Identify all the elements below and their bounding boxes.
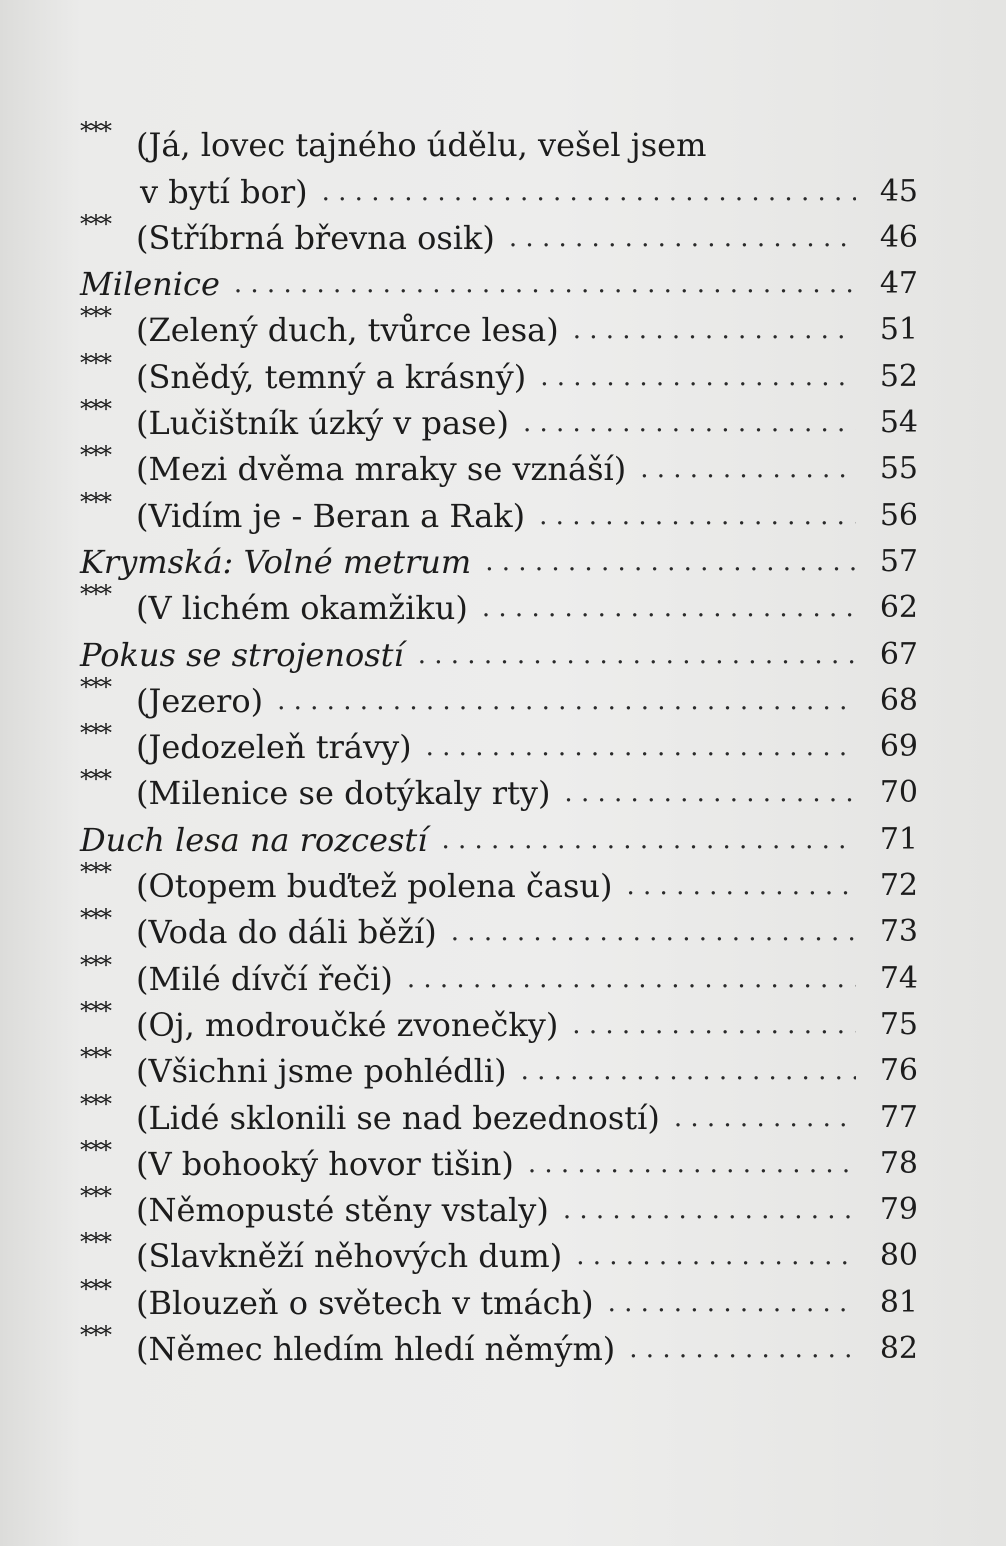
entry-title: (Slavkněží něhových dum)	[136, 1237, 563, 1276]
entry-prefix: ***	[80, 950, 110, 979]
toc-entry	[80, 996, 918, 1048]
entry-prefix: ***	[80, 672, 110, 701]
dot-leader	[441, 817, 856, 863]
entry-page-number: 74	[879, 960, 918, 996]
entry-title: (Oj, modroučké zvonečky)	[136, 1005, 559, 1044]
entry-title: (Němec hledím hledí němým)	[136, 1330, 616, 1369]
dot-leader	[523, 400, 856, 446]
entry-title: (Zelený duch, tvůrce lesa)	[136, 311, 559, 350]
dot-leader	[563, 1187, 856, 1233]
entry-title: (Stříbrná břevna osik)	[136, 218, 495, 257]
toc-entry	[80, 168, 918, 214]
dot-leader	[521, 1048, 856, 1094]
entry-prefix: ***	[80, 487, 110, 516]
entry-prefix: ***	[80, 117, 110, 146]
entry-title: (Lučištník úzký v pase)	[136, 404, 509, 443]
entry-title: Duch lesa na rozcestí	[80, 820, 428, 859]
dot-leader	[509, 215, 856, 261]
toc-entry	[80, 858, 918, 909]
dot-leader	[482, 585, 856, 631]
toc-entry	[80, 487, 918, 538]
toc-entry	[80, 816, 918, 862]
dot-leader	[640, 446, 856, 492]
entry-page-number: 45	[879, 173, 918, 209]
entry-title: (Milenice se dotýkaly rty)	[136, 774, 551, 813]
entry-prefix: ***	[80, 1228, 110, 1257]
entry-title: (Voda do dáli běží)	[136, 913, 437, 952]
dot-leader	[277, 678, 856, 724]
entry-prefix: ***	[80, 441, 110, 470]
entry-prefix: ***	[80, 580, 110, 609]
entry-page-number: 79	[879, 1192, 918, 1228]
entry-title: (Já, lovec tajného údělu, vešel jsem	[136, 126, 707, 165]
entry-page-number: 46	[879, 219, 918, 255]
entry-title: (Snědý, temný a krásný)	[136, 357, 527, 396]
dot-leader	[418, 632, 856, 678]
toc-entry	[80, 1089, 918, 1140]
entry-title: Krymská: Volné metrum	[80, 542, 472, 581]
entry-page-number: 62	[879, 590, 918, 626]
toc-entry	[80, 1228, 918, 1279]
entry-page-number: 70	[879, 775, 918, 811]
dot-leader	[626, 863, 856, 909]
dot-leader	[322, 169, 856, 215]
entry-prefix: ***	[80, 1274, 110, 1303]
entry-page-number: 54	[879, 405, 918, 441]
dot-leader	[539, 493, 856, 539]
entry-page-number: 73	[879, 914, 918, 950]
toc-entry	[80, 348, 918, 399]
entry-prefix: ***	[80, 858, 110, 887]
entry-prefix: ***	[80, 996, 110, 1025]
entry-page-number: 57	[879, 543, 918, 579]
entry-page-number: 55	[879, 451, 918, 487]
entry-title: v bytí bor)	[140, 172, 308, 211]
dot-leader	[674, 1095, 856, 1141]
entry-page-number: 56	[879, 497, 918, 533]
entry-page-number: 81	[879, 1284, 918, 1320]
entry-title: (Němopusté stěny vstaly)	[136, 1191, 549, 1230]
entry-page-number: 47	[879, 266, 918, 302]
toc-entry	[80, 1043, 918, 1094]
toc-entry	[80, 1182, 918, 1233]
entry-prefix: ***	[80, 904, 110, 933]
toc-entry	[80, 719, 918, 770]
toc-entry	[80, 1274, 918, 1325]
entry-prefix: ***	[80, 348, 110, 377]
table-of-contents	[80, 117, 918, 1372]
toc-entry	[80, 539, 918, 585]
dot-leader	[572, 1002, 856, 1048]
entry-title: (Otopem buďtež polena času)	[136, 867, 613, 906]
entry-page-number: 80	[879, 1238, 918, 1274]
entry-title: Milenice	[80, 265, 220, 304]
entry-page-number: 78	[879, 1145, 918, 1181]
entry-page-number: 67	[879, 636, 918, 672]
entry-page-number: 71	[879, 821, 918, 857]
toc-entry	[80, 950, 918, 1001]
entry-title: (Mezi dvěma mraky se vznáší)	[136, 450, 627, 489]
entry-page-number: 52	[879, 358, 918, 394]
dot-leader	[451, 909, 856, 955]
entry-title: (V bohooký hovor tišin)	[136, 1144, 514, 1183]
entry-title: (Lidé sklonili se nad bezedností)	[136, 1098, 660, 1137]
dot-leader	[608, 1280, 856, 1326]
toc-entry	[80, 765, 918, 816]
entry-prefix: ***	[80, 765, 110, 794]
entry-prefix: ***	[80, 209, 110, 238]
entry-title: (Jedozeleň trávy)	[136, 728, 412, 767]
toc-entry	[80, 580, 918, 631]
dot-leader	[426, 724, 856, 770]
dot-leader	[576, 1233, 856, 1279]
entry-page-number: 51	[879, 312, 918, 348]
entry-title: (Vidím je - Beran a Rak)	[136, 496, 526, 535]
dot-leader	[573, 307, 856, 353]
entry-page-number: 82	[879, 1331, 918, 1367]
entry-title: (Milé dívčí řeči)	[136, 959, 393, 998]
entry-page-number: 77	[879, 1099, 918, 1135]
entry-page-number: 75	[879, 1006, 918, 1042]
toc-entry	[80, 1321, 918, 1372]
dot-leader	[629, 1326, 856, 1372]
dot-leader	[528, 1141, 856, 1187]
entry-title: Pokus se strojeností	[80, 635, 404, 674]
entry-prefix: ***	[80, 1089, 110, 1118]
dot-leader	[485, 539, 856, 585]
entry-prefix: ***	[80, 719, 110, 748]
entry-title: (Blouzeň o světech v tmách)	[136, 1283, 594, 1322]
entry-prefix: ***	[80, 1182, 110, 1211]
toc-entry	[80, 1135, 918, 1187]
entry-prefix: ***	[80, 395, 110, 424]
toc-entry	[80, 904, 918, 955]
entry-prefix: ***	[80, 1135, 110, 1164]
entry-title: (V lichém okamžiku)	[136, 589, 468, 628]
entry-title: (Všichni jsme pohlédli)	[136, 1052, 507, 1091]
entry-page-number: 69	[879, 729, 918, 765]
toc-entry	[80, 302, 918, 353]
dot-leader	[564, 770, 856, 816]
entry-page-number: 72	[879, 868, 918, 904]
toc-entry	[80, 395, 918, 446]
entry-prefix: ***	[80, 302, 110, 331]
toc-entry	[80, 441, 918, 492]
entry-prefix: ***	[80, 1043, 110, 1072]
dot-leader	[234, 261, 856, 307]
dot-leader	[540, 354, 856, 400]
toc-entry	[80, 631, 918, 677]
toc-entry	[80, 209, 918, 261]
dot-leader	[407, 956, 856, 1002]
entry-page-number: 68	[879, 682, 918, 718]
toc-entry	[80, 117, 918, 168]
toc-entry	[80, 261, 918, 307]
toc-entry	[80, 672, 918, 724]
entry-prefix: ***	[80, 1321, 110, 1350]
entry-title: (Jezero)	[136, 681, 264, 720]
entry-page-number: 76	[879, 1053, 918, 1089]
